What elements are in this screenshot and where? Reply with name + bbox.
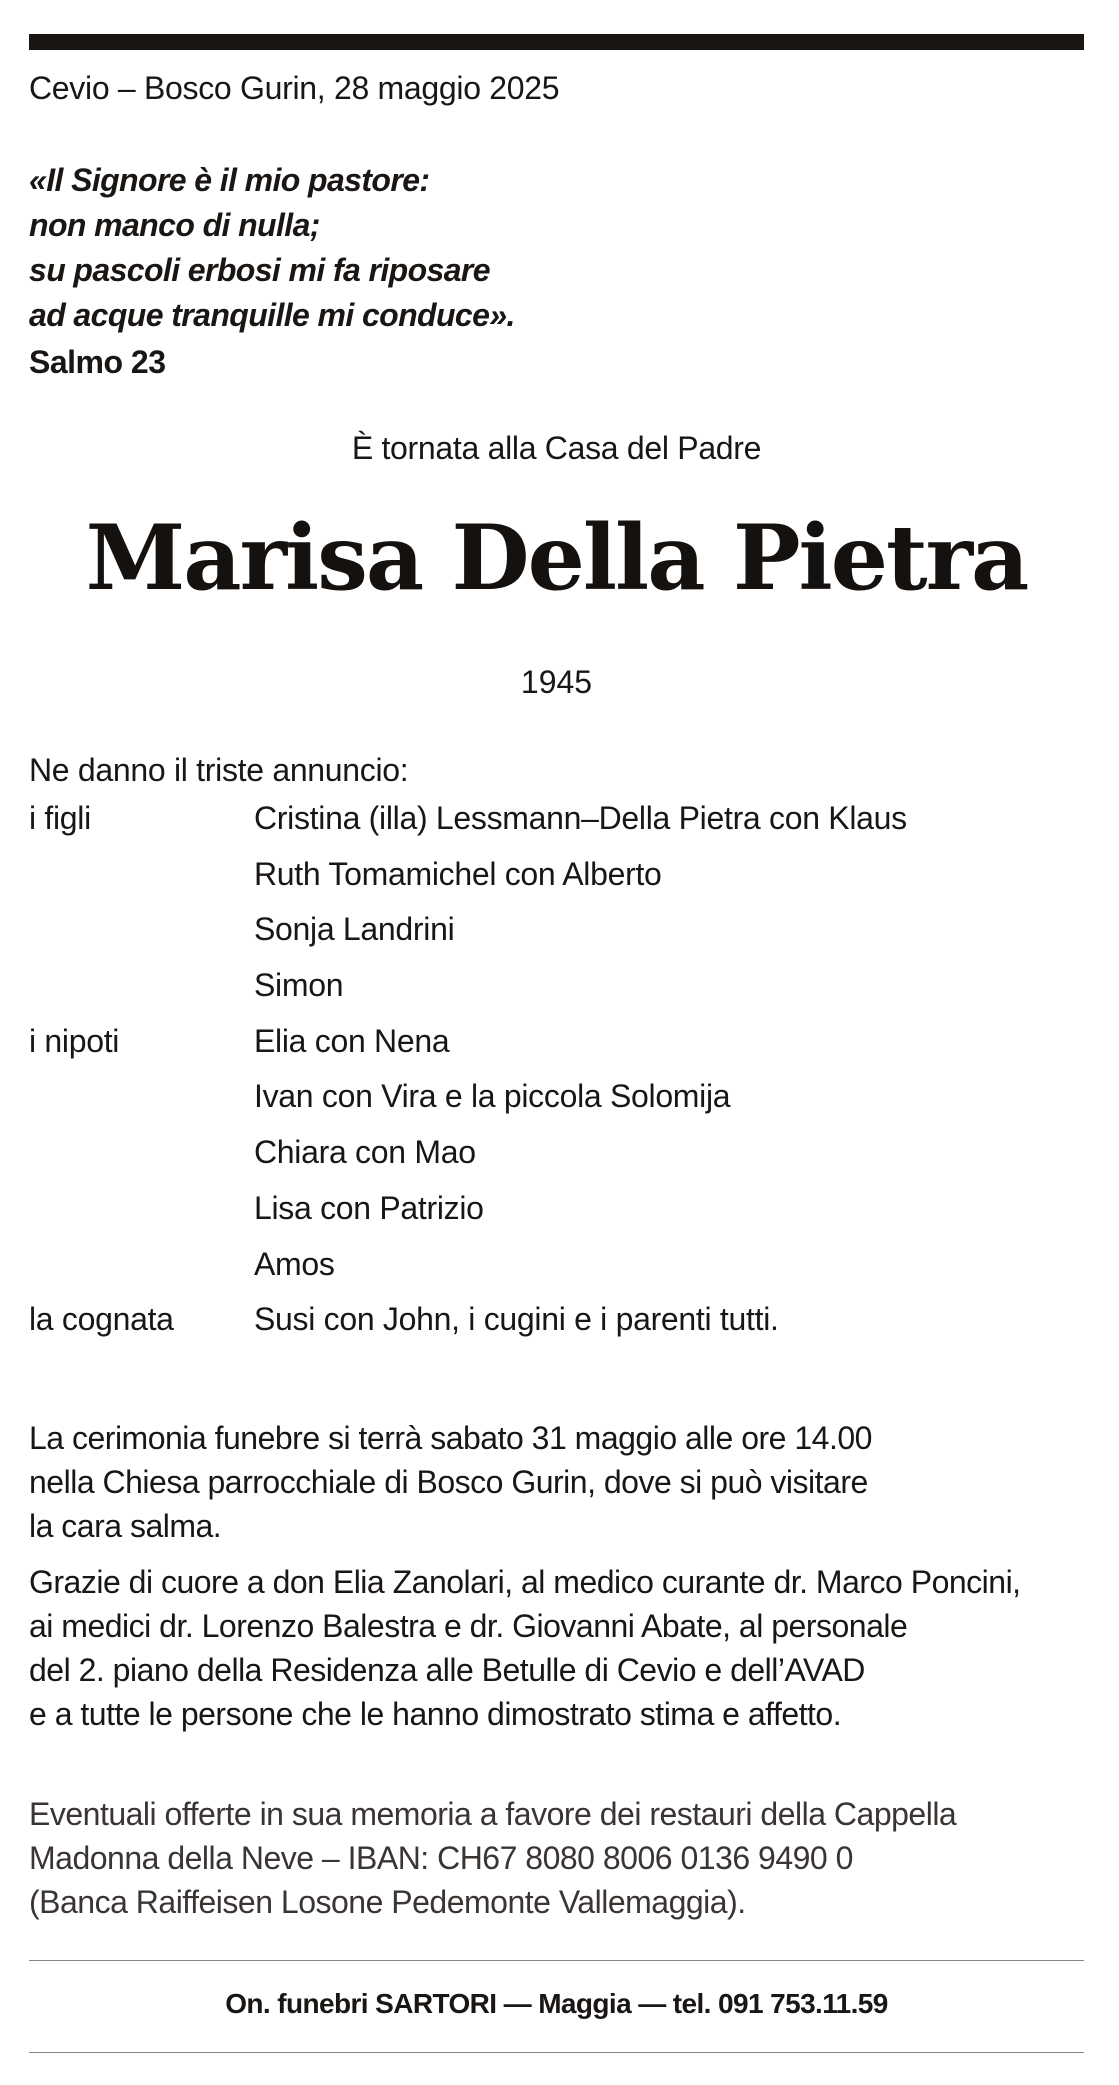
paragraph-line: La cerimonia funebre si terrà sabato 31 maggio alle ore 14.00 (29, 1420, 872, 1456)
family-name: Susi con John, i cugini e i parenti tutti. (254, 1301, 779, 1338)
quote-line: su pascoli erbosi mi fa riposare (29, 252, 490, 288)
bottom-divider (29, 2052, 1084, 2053)
intro-line: È tornata alla Casa del Padre (351, 430, 762, 466)
family-name: Ruth Tomamichel con Alberto (254, 855, 662, 892)
top-rule (29, 34, 1084, 50)
family-row (29, 1023, 1084, 1079)
family-role: i figli (29, 800, 91, 836)
family-row (29, 800, 1084, 856)
quote-line: «Il Signore è il mio pastore: (29, 162, 430, 198)
paragraph-line: (Banca Raiffeisen Losone Pedemonte Vallemaggia). (29, 1884, 746, 1920)
place-date: Cevio – Bosco Gurin, 28 maggio 2025 (29, 70, 560, 106)
family-name: Ivan con Vira e la piccola Solomija (254, 1078, 731, 1115)
announcement-heading: Ne danno il triste annuncio: (29, 752, 409, 788)
quote-source: Salmo 23 (29, 344, 166, 380)
family-role: i nipoti (29, 1022, 120, 1059)
thanks-paragraph (29, 1560, 1021, 1736)
family-role: la cognata (29, 1301, 174, 1338)
family-row (29, 1246, 1084, 1302)
family-list (29, 800, 1084, 1357)
family-row (29, 1134, 1084, 1190)
paragraph-line: la cara salma. (29, 1508, 222, 1544)
quote-line: ad acque tranquille mi conduce». (29, 297, 515, 333)
family-name: Cristina (illa) Lessmann–Della Pietra con Klaus (254, 800, 907, 836)
ceremony-paragraph (29, 1416, 872, 1548)
funeral-home-contact: On. funebri SARTORI — Maggia — tel. 091 753.11.59 (225, 1988, 888, 2019)
paragraph-line: Grazie di cuore a don Elia Zanolari, al medico curante dr. Marco Poncini, (29, 1564, 1021, 1600)
family-name: Simon (254, 967, 344, 1004)
deceased-name: Marisa Della Pietra (85, 505, 1028, 611)
family-row (29, 856, 1084, 912)
paragraph-line: ai medici dr. Lorenzo Balestra e dr. Giovanni Abate, al personale (29, 1608, 908, 1644)
paragraph-line: del 2. piano della Residenza alle Betulle di Cevio e dell’AVAD (29, 1652, 865, 1688)
paragraph-line: Eventuali offerte in sua memoria a favore dei restauri della Cappella (29, 1796, 957, 1832)
footer-divider (29, 1960, 1084, 1961)
family-name: Chiara con Mao (254, 1134, 476, 1171)
birth-year: 1945 (520, 664, 593, 700)
family-name: Sonja Landrini (254, 911, 455, 948)
family-row (29, 1078, 1084, 1134)
family-name: Lisa con Patrizio (254, 1189, 484, 1226)
paragraph-line: Madonna della Neve – IBAN: CH67 8080 8006 0136 9490 0 (29, 1840, 853, 1876)
family-name: Amos (254, 1245, 335, 1282)
donations-paragraph (29, 1792, 956, 1924)
quote-line: non manco di nulla; (29, 207, 320, 243)
family-name: Elia con Nena (254, 1022, 450, 1059)
family-row (29, 911, 1084, 967)
psalm-quote (29, 158, 515, 338)
family-row (29, 1301, 1084, 1357)
paragraph-line: nella Chiesa parrocchiale di Bosco Gurin, dove si può visitare (29, 1464, 868, 1500)
family-row (29, 1190, 1084, 1246)
paragraph-line: e a tutte le persone che le hanno dimostrato stima e affetto. (29, 1696, 842, 1732)
family-row (29, 967, 1084, 1023)
